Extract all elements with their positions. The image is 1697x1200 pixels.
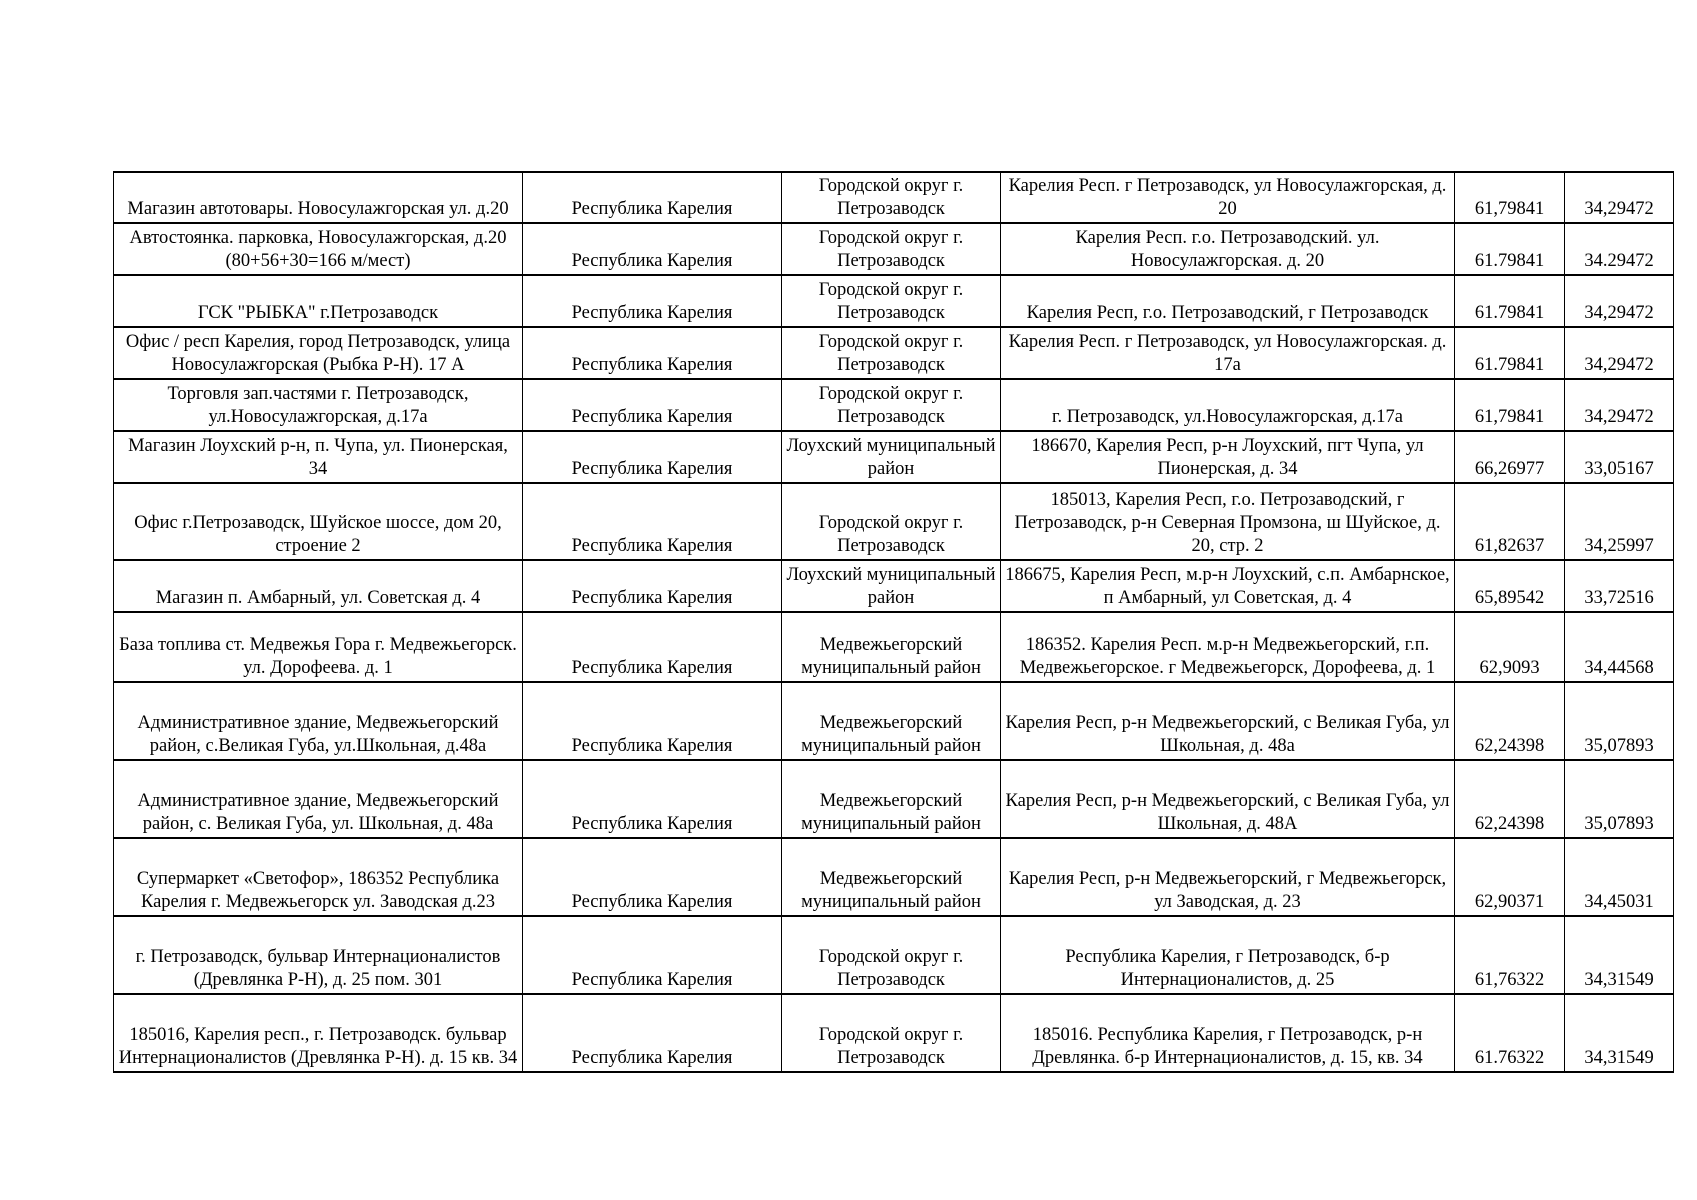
region-cell: Республика Карелия	[523, 760, 782, 838]
object-name-cell: Магазин автотовары. Новосулажгорская ул. д.20	[114, 172, 523, 223]
object-name-cell: Магазин п. Амбарный, ул. Советская д. 4	[114, 560, 523, 612]
region-cell: Республика Карелия	[523, 560, 782, 612]
district-cell: Медвежьегорский муниципальный район	[782, 760, 1001, 838]
region-cell: Республика Карелия	[523, 916, 782, 994]
table-row	[114, 560, 1674, 612]
object-name-cell: Административное здание, Медвежьегорский район, с. Великая Губа, ул. Школьная, д. 48а	[114, 760, 523, 838]
latitude-cell: 62,9093	[1455, 612, 1565, 682]
district-cell: Городской округ г. Петрозаводск	[782, 172, 1001, 223]
address-cell: Карелия Респ, г.о. Петрозаводский, г Петрозаводск	[1001, 275, 1455, 327]
latitude-cell: 62,24398	[1455, 682, 1565, 760]
object-name-cell: г. Петрозаводск, бульвар Интернационалистов (Древлянка Р-Н), д. 25 пом. 301	[114, 916, 523, 994]
latitude-cell: 62,24398	[1455, 760, 1565, 838]
district-cell: Медвежьегорский муниципальный район	[782, 612, 1001, 682]
district-cell: Городской округ г. Петрозаводск	[782, 994, 1001, 1072]
region-cell: Республика Карелия	[523, 379, 782, 431]
address-cell: 186670, Карелия Респ, р-н Лоухский, пгт Чупа, ул Пионерская, д. 34	[1001, 431, 1455, 483]
longitude-cell: 33,72516	[1565, 560, 1674, 612]
longitude-cell: 35,07893	[1565, 760, 1674, 838]
table-row	[114, 275, 1674, 327]
object-name-cell: Супермаркет «Светофор», 186352 Республика Карелия г. Медвежьегорск ул. Заводская д.23	[114, 838, 523, 916]
longitude-cell: 33,05167	[1565, 431, 1674, 483]
address-cell: Карелия Респ. г Петрозаводск, ул Новосулажгорская, д. 20	[1001, 172, 1455, 223]
object-name-cell: Магазин Лоухский р-н, п. Чупа, ул. Пионерская, 34	[114, 431, 523, 483]
object-name-cell: Автостоянка. парковка, Новосулажгорская, д.20 (80+56+30=166 м/мест)	[114, 223, 523, 275]
longitude-cell: 34,31549	[1565, 916, 1674, 994]
latitude-cell: 61,76322	[1455, 916, 1565, 994]
table-row	[114, 379, 1674, 431]
address-cell: Карелия Респ. г.о. Петрозаводский. ул. Новосулажгорская. д. 20	[1001, 223, 1455, 275]
table-row	[114, 682, 1674, 760]
latitude-cell: 65,89542	[1455, 560, 1565, 612]
table-row	[114, 612, 1674, 682]
address-cell: Карелия Респ, р-н Медвежьегорский, г Медвежьегорск, ул Заводская, д. 23	[1001, 838, 1455, 916]
region-cell: Республика Карелия	[523, 612, 782, 682]
region-cell: Республика Карелия	[523, 682, 782, 760]
longitude-cell: 34,29472	[1565, 327, 1674, 379]
object-name-cell: Офис г.Петрозаводск, Шуйское шоссе, дом 20, строение 2	[114, 483, 523, 560]
district-cell: Городской округ г. Петрозаводск	[782, 223, 1001, 275]
latitude-cell: 66,26977	[1455, 431, 1565, 483]
address-cell: 186675, Карелия Респ, м.р-н Лоухский, с.п. Амбарнское, п Амбарный, ул Советская, д. 4	[1001, 560, 1455, 612]
longitude-cell: 34,44568	[1565, 612, 1674, 682]
longitude-cell: 34,25997	[1565, 483, 1674, 560]
object-name-cell: Административное здание, Медвежьегорский район, с.Великая Губа, ул.Школьная, д.48а	[114, 682, 523, 760]
district-cell: Лоухский муниципальный район	[782, 560, 1001, 612]
region-cell: Республика Карелия	[523, 327, 782, 379]
district-cell: Медвежьегорский муниципальный район	[782, 838, 1001, 916]
longitude-cell: 34,29472	[1565, 275, 1674, 327]
table-row	[114, 994, 1674, 1072]
district-cell: Городской округ г. Петрозаводск	[782, 916, 1001, 994]
longitude-cell: 34.29472	[1565, 223, 1674, 275]
region-cell: Республика Карелия	[523, 223, 782, 275]
latitude-cell: 61.79841	[1455, 327, 1565, 379]
table-row	[114, 223, 1674, 275]
longitude-cell: 34,45031	[1565, 838, 1674, 916]
address-cell: Республика Карелия, г Петрозаводск, б-р Интернационалистов, д. 25	[1001, 916, 1455, 994]
table-row	[114, 431, 1674, 483]
table-row	[114, 838, 1674, 916]
latitude-cell: 62,90371	[1455, 838, 1565, 916]
table-row	[114, 327, 1674, 379]
address-cell: 186352. Карелия Респ. м.р-н Медвежьегорский, г.п. Медвежьегорское. г Медвежьегорск, Дорофеева, д. 1	[1001, 612, 1455, 682]
region-cell: Республика Карелия	[523, 172, 782, 223]
district-cell: Медвежьегорский муниципальный район	[782, 682, 1001, 760]
longitude-cell: 35,07893	[1565, 682, 1674, 760]
address-table	[113, 171, 1674, 1073]
address-cell: Карелия Респ. г Петрозаводск, ул Новосулажгорская. д. 17а	[1001, 327, 1455, 379]
latitude-cell: 61.79841	[1455, 275, 1565, 327]
longitude-cell: 34,29472	[1565, 172, 1674, 223]
object-name-cell: 185016, Карелия респ., г. Петрозаводск. бульвар Интернационалистов (Древлянка Р-Н). д. 15 кв. 34	[114, 994, 523, 1072]
district-cell: Городской округ г. Петрозаводск	[782, 483, 1001, 560]
address-cell: г. Петрозаводск, ул.Новосулажгорская, д.17а	[1001, 379, 1455, 431]
table-row	[114, 483, 1674, 560]
address-cell: Карелия Респ, р-н Медвежьегорский, с Великая Губа, ул Школьная, д. 48А	[1001, 760, 1455, 838]
address-cell: Карелия Респ, р-н Медвежьегорский, с Великая Губа, ул Школьная, д. 48а	[1001, 682, 1455, 760]
latitude-cell: 61,82637	[1455, 483, 1565, 560]
longitude-cell: 34,31549	[1565, 994, 1674, 1072]
region-cell: Республика Карелия	[523, 483, 782, 560]
address-cell: 185016. Республика Карелия, г Петрозаводск, р-н Древлянка. б-р Интернационалистов, д. 15, кв. 34	[1001, 994, 1455, 1072]
region-cell: Республика Карелия	[523, 838, 782, 916]
latitude-cell: 61.79841	[1455, 223, 1565, 275]
district-cell: Городской округ г. Петрозаводск	[782, 379, 1001, 431]
object-name-cell: Офис / респ Карелия, город Петрозаводск, улица Новосулажгорская (Рыбка Р-Н). 17 А	[114, 327, 523, 379]
latitude-cell: 61,79841	[1455, 379, 1565, 431]
address-cell: 185013, Карелия Респ, г.о. Петрозаводский, г Петрозаводск, р-н Северная Промзона, ш Шуйское, д. 20, стр. 2	[1001, 483, 1455, 560]
region-cell: Республика Карелия	[523, 431, 782, 483]
object-name-cell: Торговля зап.частями г. Петрозаводск, ул.Новосулажгорская, д.17а	[114, 379, 523, 431]
latitude-cell: 61,79841	[1455, 172, 1565, 223]
object-name-cell: ГСК "РЫБКА" г.Петрозаводск	[114, 275, 523, 327]
table-row	[114, 172, 1674, 223]
longitude-cell: 34,29472	[1565, 379, 1674, 431]
object-name-cell: База топлива ст. Медвежья Гора г. Медвежьегорск. ул. Дорофеева. д. 1	[114, 612, 523, 682]
district-cell: Городской округ г. Петрозаводск	[782, 327, 1001, 379]
region-cell: Республика Карелия	[523, 994, 782, 1072]
district-cell: Лоухский муниципальный район	[782, 431, 1001, 483]
table-row	[114, 760, 1674, 838]
region-cell: Республика Карелия	[523, 275, 782, 327]
district-cell: Городской округ г. Петрозаводск	[782, 275, 1001, 327]
latitude-cell: 61.76322	[1455, 994, 1565, 1072]
table-row	[114, 916, 1674, 994]
